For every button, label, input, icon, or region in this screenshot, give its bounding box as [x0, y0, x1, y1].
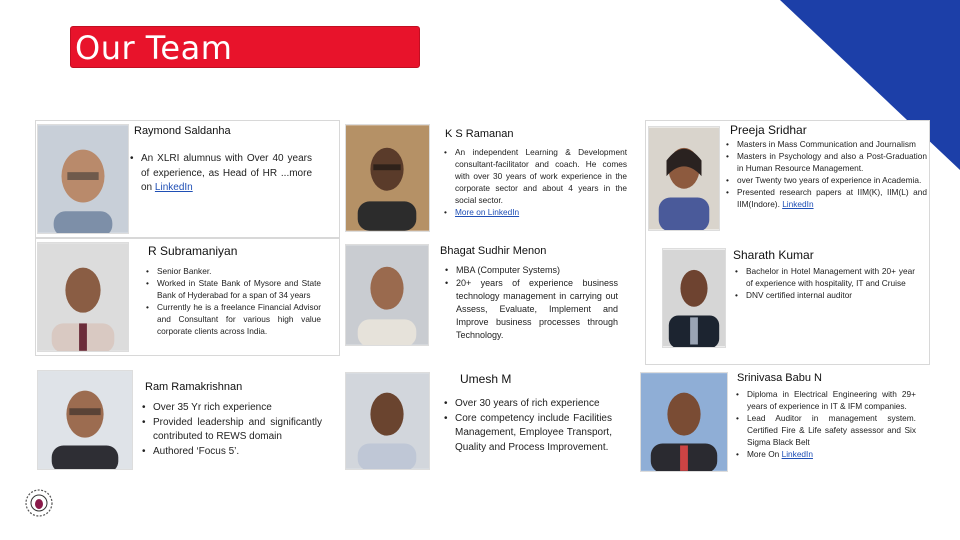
member-photo-7 [37, 370, 133, 470]
member-bullet: • Bachelor in Hotel Management with 20+ year of experience with hospitality, IT and Cruise [735, 265, 915, 289]
member-bullet: • An independent Learning & Development consultant-facilitator and coach. He comes with over 30 years of work experience in the corporate sector and about 4 years in the social sector. [444, 146, 627, 206]
member-bullet: • Over 35 Yr rich experience [142, 401, 322, 416]
member-name-1: Raymond Saldanha [134, 125, 231, 137]
linkedin-link[interactable]: LinkedIn [782, 199, 814, 209]
member-bullet: • More On LinkedIn [736, 448, 916, 460]
member-bullet [444, 206, 627, 218]
member-bullet: • An XLRI alumnus with Over 40 years of experience, as Head of HR ...more on LinkedIn [130, 152, 312, 196]
member-bullets-3 [726, 138, 927, 210]
member-photo-3 [648, 126, 720, 231]
member-bullets-5 [445, 264, 618, 342]
member-photo-9 [640, 372, 728, 472]
member-bullet: • Lead Auditor in management system. Certified Fire & Life safety assessor and Six Sigma Black Belt [736, 412, 916, 448]
member-photo-1 [37, 124, 129, 234]
company-logo-icon [24, 488, 54, 518]
linkedin-link[interactable]: More on LinkedIn [455, 207, 520, 217]
member-bullet: • Senior Banker. [146, 265, 321, 277]
member-bullet: • Presented research papers at IIM(K), IIM(L) and IIM(Indore). LinkedIn [726, 186, 927, 210]
member-bullet: • Masters in Psychology and also a Post-Graduation in Human Resource Management. [726, 150, 927, 174]
member-bullet: • Diploma in Electrical Engineering with 29+ years of experience in IT & IFM companies. [736, 388, 916, 412]
member-bullet: • DNV certified internal auditor [735, 289, 915, 301]
member-bullet: • Provided leadership and significantly contributed to REWS domain [142, 416, 322, 445]
member-photo-2 [345, 124, 430, 232]
member-bullet: • Core competency include Facilities Management, Employee Transport, Quality and Process Improvement. [444, 412, 612, 456]
member-photo-6 [662, 248, 726, 348]
member-bullets-4 [146, 265, 321, 337]
member-name-3: Preeja Sridhar [730, 123, 807, 137]
member-name-9: Srinivasa Babu N [737, 372, 822, 384]
page-title: Our Team [75, 29, 233, 67]
member-bullets-7 [142, 401, 322, 459]
member-bullet: • 20+ years of experience business technology management in carrying out Assess, Evaluate, Implement and Improve business processes through Technology. [445, 277, 618, 342]
member-name-8: Umesh M [460, 372, 512, 386]
member-photo-8 [345, 372, 430, 470]
member-bullet: • over Twenty two years of experience in Academia. [726, 174, 927, 186]
title-banner [70, 26, 420, 68]
member-bullet: • MBA (Computer Systems) [445, 264, 618, 277]
member-photo-4 [37, 242, 129, 352]
member-bullet: • Over 30 years of rich experience [444, 397, 612, 412]
member-bullets-2 [444, 146, 627, 218]
member-name-4: R Subramaniyan [148, 244, 238, 258]
member-name-2: K S Ramanan [445, 128, 514, 140]
member-bullets-6 [735, 265, 915, 301]
member-bullet: • Authored ‘Focus 5’. [142, 445, 322, 460]
member-bullet: • Masters in Mass Communication and Journalism [726, 138, 927, 150]
member-name-6: Sharath Kumar [733, 248, 814, 262]
member-bullets-9 [736, 388, 916, 460]
member-name-5: Bhagat Sudhir Menon [440, 245, 547, 257]
member-bullets-8 [444, 397, 612, 455]
member-bullets-1 [130, 152, 312, 196]
member-bullet: • Worked in State Bank of Mysore and State Bank of Hyderabad for a span of 34 years [146, 277, 321, 301]
member-photo-5 [345, 244, 429, 346]
member-name-7: Ram Ramakrishnan [145, 381, 243, 393]
linkedin-link[interactable]: LinkedIn [154, 182, 193, 193]
member-bullet: • Currently he is a freelance Financial Advisor and Consultant for various high value corporate clients across India. [146, 301, 321, 337]
linkedin-link[interactable]: LinkedIn [781, 449, 813, 459]
